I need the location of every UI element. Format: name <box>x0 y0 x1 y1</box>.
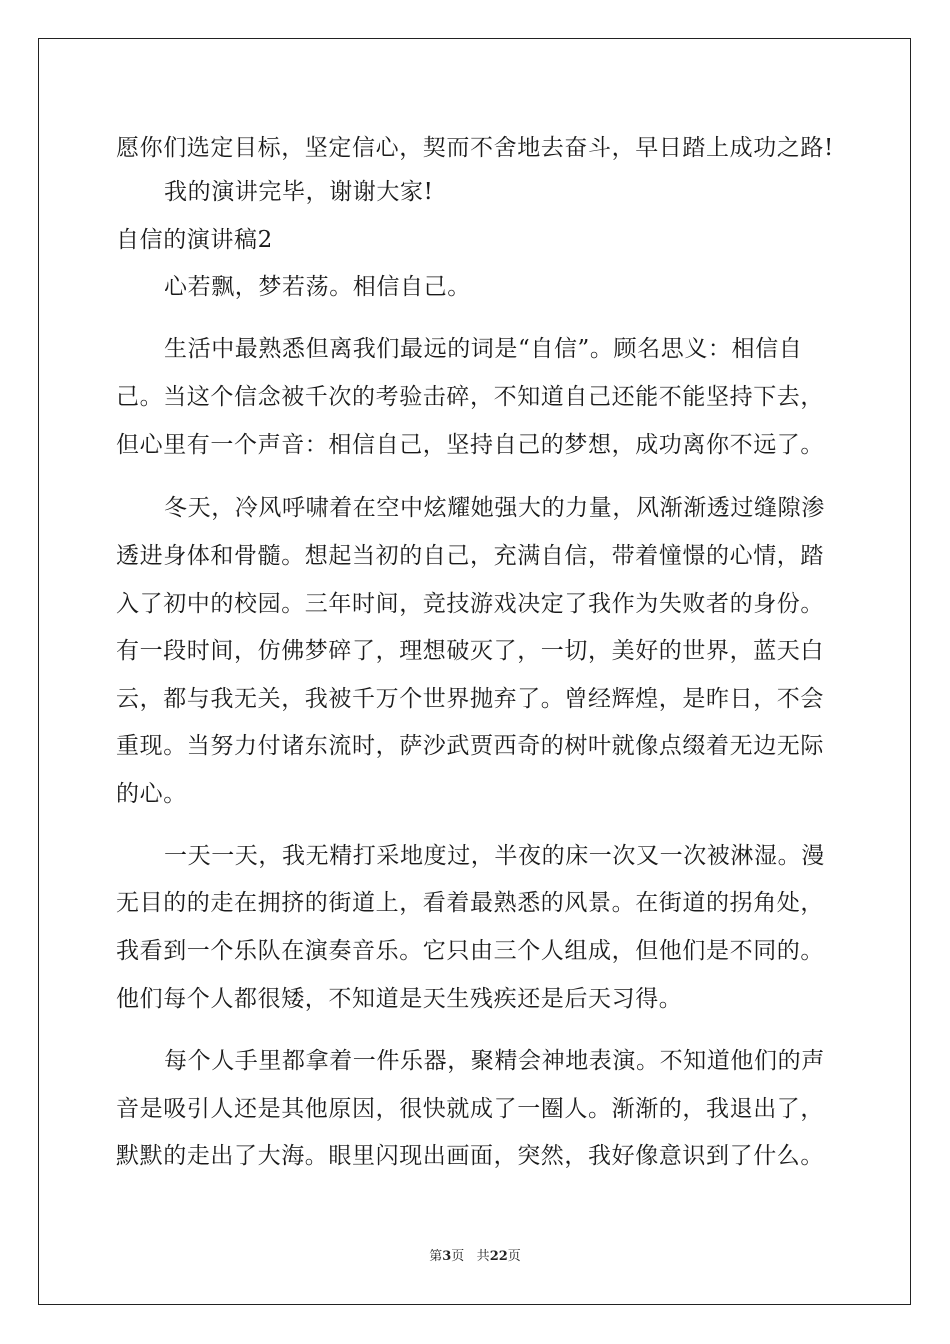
paragraph-line: 己。当这个信念被千次的考验击碎，不知道自己还能不能坚持下去， <box>116 384 824 410</box>
total-prefix: 共 <box>476 1249 490 1264</box>
paragraph-line: 透进身体和骨髓。想起当初的自己，充满自信，带着憧憬的心情，踏 <box>116 543 824 569</box>
paragraph-line: 无目的的走在拥挤的街道上，看着最熟悉的风景。在街道的拐角处， <box>116 890 824 916</box>
paragraph-line: 我看到一个乐队在演奏音乐。它只由三个人组成，但他们是不同的。 <box>116 938 824 964</box>
total-pages: 22 <box>489 1249 508 1264</box>
paragraph-line: 入了初中的校园。三年时间，竞技游戏决定了我作为失败者的身份。 <box>116 591 824 617</box>
paragraph-line: 但心里有一个声音：相信自己，坚持自己的梦想，成功离你不远了。 <box>116 432 824 458</box>
page-footer <box>0 1245 950 1264</box>
page-suffix: 页 <box>451 1249 465 1264</box>
paragraph-line: 我的演讲完毕，谢谢大家! <box>164 179 434 205</box>
paragraph-line: 音是吸引人还是其他原因，很快就成了一圈人。渐渐的，我退出了， <box>116 1096 824 1122</box>
paragraph-line: 一天一天，我无精打采地度过，半夜的床一次又一次被淋湿。漫 <box>164 843 825 869</box>
paragraph-line: 云，都与我无关，我被千万个世界抛弃了。曾经辉煌，是昨日，不会 <box>116 686 824 712</box>
paragraph-line: 有一段时间，仿佛梦碎了，理想破灭了，一切，美好的世界，蓝天白 <box>116 638 824 664</box>
section-title: 自信的演讲稿2 <box>116 227 273 253</box>
total-suffix: 页 <box>507 1249 521 1264</box>
paragraph-line: 愿你们选定目标，坚定信心，契而不舍地去奋斗，早日踏上成功之路! <box>116 135 834 161</box>
paragraph-line: 冬天，冷风呼啸着在空中炫耀她强大的力量，风渐渐透过缝隙渗 <box>164 495 825 521</box>
paragraph-line: 生活中最熟悉但离我们最远的词是“自信”。顾名思义：相信自 <box>164 336 803 362</box>
paragraph-line: 重现。当努力付诸东流时，萨沙武贾西奇的树叶就像点缀着无边无际 <box>116 733 824 759</box>
paragraph-line: 默默的走出了大海。眼里闪现出画面，突然，我好像意识到了什么。 <box>116 1143 824 1169</box>
paragraph-line: 每个人手里都拿着一件乐器，聚精会神地表演。不知道他们的声 <box>164 1048 825 1074</box>
paragraph-line: 的心。 <box>116 781 187 807</box>
page-prefix: 第 <box>429 1249 443 1264</box>
page-number: 3 <box>442 1249 452 1264</box>
paragraph-line: 心若飘，梦若荡。相信自己。 <box>164 274 471 300</box>
paragraph-line: 他们每个人都很矮，不知道是天生残疾还是后天习得。 <box>116 986 683 1012</box>
